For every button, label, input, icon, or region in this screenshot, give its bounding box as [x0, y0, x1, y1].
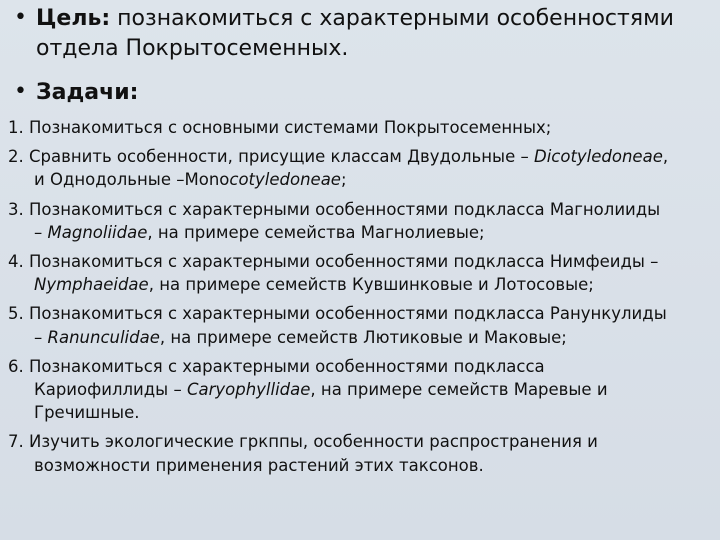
- task-line: 1. Познакомиться с основными системами Покрытосеменных;: [8, 118, 552, 137]
- bullet-icon: •: [14, 79, 27, 104]
- goal-text-line1: познакомиться с характерными особенностями: [110, 6, 674, 31]
- task-item-4: [8, 250, 714, 296]
- tasks-label: Задачи:: [36, 80, 139, 105]
- task-line: возможности применения растений этих таксонов.: [34, 455, 484, 475]
- tasks-header-row: [14, 78, 138, 108]
- task-line: 6. Познакомиться с характерными особенностями подкласса: [8, 356, 545, 376]
- taxon-name: cotyledoneae: [229, 170, 341, 190]
- task-line: [8, 378, 714, 401]
- task-item-3: [8, 198, 714, 244]
- taxon-name: Ranunculidae: [47, 327, 160, 347]
- task-text: , на примере семейств Маревые и: [310, 380, 608, 400]
- task-item-2: [8, 145, 714, 191]
- taxon-name: Dicotyledoneae: [533, 147, 663, 167]
- taxon-name: Caryophyllidae: [186, 380, 311, 400]
- task-item-7: [8, 430, 714, 476]
- task-line: [8, 145, 714, 168]
- task-line: [8, 326, 714, 349]
- task-list: [8, 116, 714, 483]
- task-text: , на примере семейств Лютиковые и Маковые;: [159, 327, 567, 347]
- task-line: [8, 168, 714, 191]
- task-line: [8, 221, 714, 244]
- task-item-1: [8, 116, 714, 139]
- task-text: –: [34, 327, 48, 347]
- task-item-6: [8, 355, 714, 425]
- task-line: [8, 273, 714, 296]
- task-text: , на примере семейств Кувшинковые и Лотосовые;: [148, 275, 594, 295]
- task-text: –: [34, 222, 48, 242]
- task-text: и Однодольные –Mono: [34, 170, 230, 190]
- task-item-5: [8, 302, 714, 348]
- task-line: 3. Познакомиться с характерными особенностями подкласса Магнолииды: [8, 199, 661, 219]
- task-text: Кариофиллиды –: [34, 380, 187, 400]
- task-text: ;: [340, 170, 347, 190]
- task-line: 4. Познакомиться с характерными особенностями подкласса Нимфеиды –: [8, 252, 659, 272]
- task-line: 7. Изучить экологические гркппы, особенности распространения и: [8, 432, 598, 452]
- task-text: , на примере семейства Магнолиевые;: [147, 222, 485, 242]
- taxon-name: Nymphaeidae: [34, 275, 149, 295]
- goal-text-line2: отдела Покрытосеменных.: [36, 36, 349, 61]
- goal-text: [32, 4, 696, 64]
- task-text: ,: [662, 147, 669, 167]
- goal-row: [14, 4, 714, 64]
- task-text: 2. Сравнить особенности, присущие классам Двудольные –: [8, 147, 534, 167]
- task-line: Гречишные.: [34, 403, 140, 423]
- task-line: 5. Познакомиться с характерными особенностями подкласса Ранункулиды: [8, 304, 667, 324]
- goal-label: Цель:: [36, 6, 111, 31]
- taxon-name: Magnoliidae: [47, 222, 148, 242]
- bullet-icon: •: [14, 5, 27, 30]
